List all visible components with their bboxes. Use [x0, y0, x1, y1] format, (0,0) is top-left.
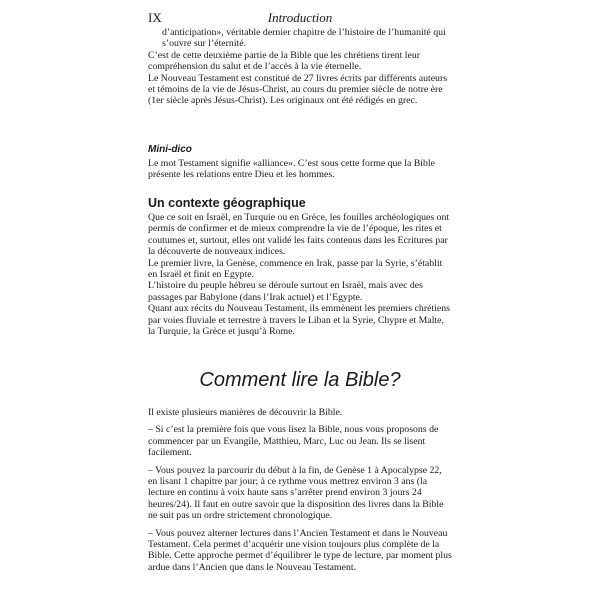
geo-paragraph: Que ce soit en Israël, en Turquie ou en Grèce, les fouilles archéologiques ont permis de confirmer et de mieux comprendre la vie de l’époque, les rites et coutumes et, surtout, elles ont validé les faits contenus dans les Ecritures par la découverte de nouveaux indices.	[148, 212, 450, 258]
intro-paragraph: C’est de cette deuxième partie de la Bible que les chrétiens tirent leur compréhension du salut et de l’accès à la vie éternelle.	[148, 49, 421, 73]
chapter-heading: Comment lire la Bible?	[199, 369, 401, 391]
running-title: Introduction	[267, 10, 333, 25]
mini-dico-text: Le mot Testament signifie «alliance». C’est sous cette forme que la Bible présente les relations entre Dieu et les hommes.	[148, 158, 435, 181]
intro-section	[148, 27, 452, 107]
reading-paragraph: Il existe plusieurs manières de découvrir la Bible.	[148, 407, 343, 418]
reading-paragraph: – Vous pouvez alterner lectures dans l’Ancien Testament et dans le Nouveau Testament. Cela permet d’acquérir une vision toujours plus complète de la Bible. Cette approche permet d’équilibrer le type de lecture, par moment plus ardue dans l’Ancien que dans le Nouveau Testament.	[148, 527, 452, 573]
geo-section	[148, 196, 452, 337]
mini-dico-title: Mini-dico	[148, 144, 192, 155]
geo-paragraph: Quant aux récits du Nouveau Testament, ils emmènent les premiers chrétiens par voies fluviale et terrestre à travers le Liban et la Syrie, Chypre et Malte, la Turquie, la Grèce et jusqu’à Rome.	[148, 303, 450, 338]
intro-paragraph: Le Nouveau Testament est constitué de 27 livres écrits par différents auteurs et témoins de la vie de Jésus-Christ, au cours du premier siècle de notre ère (1er siècle après Jésus-Christ). Les originaux ont été rédigés en grec.	[148, 72, 448, 107]
geo-paragraph: L’histoire du peuple hébreu se déroule surtout en Israël, mais avec des passages par Babylone (dans l’Irak actuel) et l’Egypte.	[148, 280, 423, 303]
reading-section	[148, 407, 452, 573]
section-heading: Un contexte géographique	[148, 196, 306, 210]
geo-paragraph: Le premier livre, la Genèse, commence en Irak, passe par la Syrie, s’établit en Israël et finit en Egypte.	[148, 257, 443, 281]
mini-dico-box	[148, 144, 452, 181]
reading-paragraph: – Si c’est la première fois que vous lisez la Bible, nous vous proposons de commencer par un Evangile, Matthieu, Marc, Luc ou Jean. Ils se lisent facilement.	[148, 424, 439, 459]
intro-continuation-end: s’ouvre sur l’éternité.	[162, 38, 247, 50]
reading-paragraph: – Vous pouvez la parcourir du début à la fin, de Genèse 1 à Apocalypse 22, en lisant 1 chapitre par jour; à ce rythme vous mettrez environ 3 ans (la lecture en continu à voix haute sans s’arrêter prend environ 3 jours 24 heures/24). Il faut en outre savoir que la disposition des livres dans la Bible ne suit pas un ordre strictement chronologique.	[148, 464, 444, 522]
intro-continuation-line: d’anticipation», véritable dernier chapitre de l’histoire de l’humanité qui	[162, 27, 446, 38]
page-number: IX	[148, 10, 162, 25]
